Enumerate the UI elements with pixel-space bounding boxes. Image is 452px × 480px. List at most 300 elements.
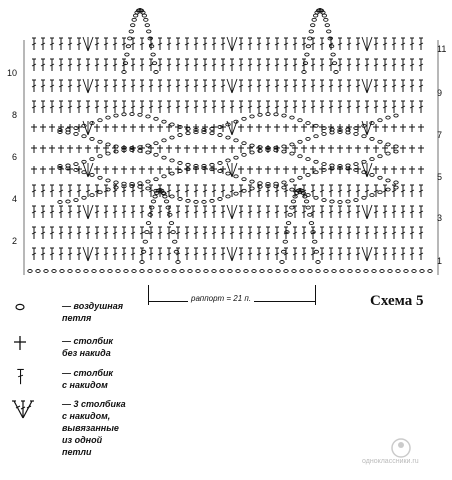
chain-stitch xyxy=(314,171,318,174)
chain-stitch xyxy=(154,178,158,181)
watermark-text: одноклассники.ru xyxy=(362,458,419,465)
chain-stitch xyxy=(108,270,112,273)
row-number-left: 10 xyxy=(6,68,17,78)
chain-stitch xyxy=(146,151,150,154)
dc-cluster xyxy=(362,37,367,51)
chain-stitch xyxy=(313,14,317,17)
chain-stitch xyxy=(74,132,78,135)
row-number-left: 8 xyxy=(11,110,17,120)
chain-stitch xyxy=(138,182,142,185)
chain-stitch xyxy=(274,149,278,152)
chain-stitch xyxy=(162,120,166,123)
chain-stitch xyxy=(362,160,366,163)
chain-stitch xyxy=(106,116,110,119)
chain-stitch xyxy=(322,199,326,202)
chain-stitch xyxy=(82,124,86,127)
chain-stitch xyxy=(210,163,214,166)
chain-stitch xyxy=(126,45,130,48)
chain-stitch xyxy=(204,270,208,273)
chain-stitch xyxy=(186,127,190,130)
chain-stitch xyxy=(226,195,230,198)
chart-title: Схема 5 xyxy=(370,293,424,309)
chain-stitch xyxy=(162,156,166,159)
three-dc-cluster-icon xyxy=(10,398,40,420)
dc-cluster xyxy=(88,205,93,219)
chain-stitch xyxy=(218,161,222,164)
chain-stitch xyxy=(324,18,328,21)
chain-stitch xyxy=(313,240,317,243)
chain-stitch xyxy=(362,196,366,199)
chain-stitch xyxy=(66,200,70,203)
dc-cluster xyxy=(232,247,237,261)
chain-stitch xyxy=(58,167,62,170)
dc-cluster xyxy=(362,79,367,93)
double-crochet-icon xyxy=(10,367,36,385)
chain-stitch xyxy=(306,173,310,176)
chain-stitch xyxy=(316,270,320,273)
chain-stitch xyxy=(234,120,238,123)
chain-stitch xyxy=(281,250,285,253)
chain-stitch xyxy=(309,222,313,225)
chain-stitch xyxy=(308,213,312,216)
chain-stitch xyxy=(84,270,88,273)
chain-stitch xyxy=(292,270,296,273)
dc-cluster xyxy=(88,163,93,177)
chain-stitch xyxy=(154,142,158,145)
chain-stitch xyxy=(226,172,230,175)
legend-text: — 3 столбика с накидом, вывязанные из одной петли xyxy=(62,399,126,457)
chain-stitch xyxy=(290,143,294,146)
chain-stitch xyxy=(178,197,182,200)
chain-stitch xyxy=(90,137,94,140)
chain-stitch xyxy=(348,270,352,273)
dc-cluster xyxy=(367,205,372,219)
chain-stitch xyxy=(290,179,294,182)
chain-stitch xyxy=(308,270,312,273)
chain-stitch xyxy=(228,270,232,273)
chain-stitch xyxy=(74,168,78,171)
chain-stitch xyxy=(188,270,192,273)
chain-stitch xyxy=(212,270,216,273)
dc-cluster xyxy=(227,247,232,261)
row-number-right: 1 xyxy=(437,256,443,266)
chain-stitch xyxy=(236,270,240,273)
chain-stitch xyxy=(150,206,154,209)
chain-stitch xyxy=(370,158,374,161)
chain-stitch xyxy=(133,14,137,17)
chain-stitch xyxy=(131,24,135,27)
chain-stitch xyxy=(145,231,149,234)
chain-stitch xyxy=(394,114,398,117)
chain-stitch xyxy=(186,163,190,166)
chain-stitch xyxy=(329,45,333,48)
chain-stitch xyxy=(98,155,102,158)
dc-cluster xyxy=(88,121,93,135)
chain-stitch xyxy=(370,122,374,125)
chain-stitch xyxy=(314,250,318,253)
chain-stitch xyxy=(298,119,302,122)
chain-stitch xyxy=(290,152,294,155)
dc-cluster xyxy=(88,37,93,51)
dc-cluster xyxy=(83,37,88,51)
chain-stitch xyxy=(428,270,432,273)
chain-stitch xyxy=(122,71,126,74)
chain-stitch xyxy=(290,206,294,209)
chain-stitch xyxy=(258,113,262,116)
chain-stitch xyxy=(146,180,150,183)
chain-stitch xyxy=(140,261,144,264)
chain-stitch xyxy=(258,182,262,185)
chain-stitch xyxy=(148,213,152,216)
chain-stitch xyxy=(148,270,152,273)
chain-stitch xyxy=(178,134,182,137)
chain-stitch xyxy=(304,200,308,203)
chain-stitch xyxy=(130,185,134,188)
chain-stitch xyxy=(316,261,320,264)
dc-cluster xyxy=(362,121,367,135)
chain-stitch xyxy=(218,197,222,200)
chain-stitch xyxy=(114,150,118,153)
chain-stitch xyxy=(378,155,382,158)
dc-cluster xyxy=(227,205,232,219)
chain-stitch xyxy=(114,114,118,117)
chain-stitch xyxy=(420,270,424,273)
chain-stitch xyxy=(98,119,102,122)
single-crochet-icon xyxy=(10,335,36,353)
chain-stitch xyxy=(386,152,390,155)
chain-stitch xyxy=(98,140,102,143)
chain-stitch xyxy=(378,176,382,179)
legend-item-chain xyxy=(10,300,180,330)
chain-stitch xyxy=(370,173,374,176)
row-number-right: 9 xyxy=(437,88,443,98)
chain-stitch xyxy=(82,135,86,138)
chain-stitch xyxy=(288,213,292,216)
chain-stitch xyxy=(154,153,158,156)
chain-stitch xyxy=(149,45,153,48)
chain-stitch xyxy=(372,270,376,273)
chain-stitch xyxy=(306,122,310,125)
chain-stitch xyxy=(151,53,155,56)
chain-stitch xyxy=(143,240,147,243)
chain-stitch xyxy=(76,270,80,273)
chain-stitch xyxy=(284,270,288,273)
chain-stitch xyxy=(162,139,166,142)
chain-stitch xyxy=(202,167,206,170)
chain-stitch xyxy=(171,231,175,234)
chain-stitch xyxy=(412,270,416,273)
chain-stitch xyxy=(330,164,334,167)
dc-cluster xyxy=(88,247,93,261)
chain-stitch xyxy=(330,128,334,131)
chain-stitch xyxy=(242,153,246,156)
chain-stitch xyxy=(324,270,328,273)
chain-stitch xyxy=(260,270,264,273)
chain-stitch xyxy=(226,159,230,162)
chain-stitch xyxy=(258,149,262,152)
chain-stitch xyxy=(100,270,104,273)
chain-stitch xyxy=(210,199,214,202)
chain-stitch xyxy=(178,161,182,164)
chain-stitch xyxy=(346,200,350,203)
chain-stitch xyxy=(186,199,190,202)
chain-stitch xyxy=(166,206,170,209)
chain-stitch xyxy=(154,71,158,74)
row-number-left: 2 xyxy=(11,236,17,246)
chain-stitch xyxy=(354,163,358,166)
chain-stitch xyxy=(386,179,390,182)
legend-text: — столбик с накидом xyxy=(62,368,113,390)
chain-stitch xyxy=(378,119,382,122)
chain-stitch xyxy=(169,222,173,225)
chain-stitch xyxy=(90,173,94,176)
legend-item-single-crochet xyxy=(10,335,180,365)
chain-stitch xyxy=(52,270,56,273)
chain-stitch xyxy=(138,113,142,116)
chain-stitch xyxy=(282,181,286,184)
chain-stitch xyxy=(276,270,280,273)
dc-cluster xyxy=(83,79,88,93)
chain-stitch xyxy=(90,194,94,197)
chain-stitch xyxy=(82,171,86,174)
dc-cluster xyxy=(367,247,372,261)
chain-stitch xyxy=(388,270,392,273)
dc-cluster xyxy=(367,79,372,93)
chain-stitch xyxy=(218,134,222,137)
chain-stitch xyxy=(268,270,272,273)
chain-stitch xyxy=(170,195,174,198)
legend-text: — воздушная петля xyxy=(62,301,123,323)
legend-item-double-crochet xyxy=(10,367,180,397)
chain-stitch xyxy=(314,135,318,138)
chain-stitch xyxy=(340,270,344,273)
dc-cluster xyxy=(83,163,88,177)
chain-stitch xyxy=(146,222,150,225)
chain-stitch xyxy=(125,53,129,56)
chain-stitch xyxy=(322,132,326,135)
chain-stitch xyxy=(146,187,150,190)
chain-stitch xyxy=(386,188,390,191)
chain-stitch xyxy=(168,213,172,216)
chain-stitch xyxy=(98,176,102,179)
chain-stitch xyxy=(250,115,254,118)
chain-stitch xyxy=(129,30,133,33)
row-number-right: 3 xyxy=(437,213,443,223)
chain-stitch xyxy=(194,200,198,203)
chain-stitch xyxy=(283,240,287,243)
chain-stitch xyxy=(332,62,336,65)
chain-stitch xyxy=(332,270,336,273)
chain-stitch xyxy=(114,145,118,148)
chain-stitch xyxy=(354,199,358,202)
chain-stitch xyxy=(356,270,360,273)
dc-cluster xyxy=(232,37,237,51)
chain-stitch xyxy=(346,131,350,134)
chain-stitch xyxy=(28,270,32,273)
chain-stitch xyxy=(68,270,72,273)
chain-stitch xyxy=(306,137,310,140)
chain-stitch xyxy=(362,135,366,138)
chain-stitch xyxy=(194,131,198,134)
chain-stitch xyxy=(331,53,335,56)
chain-stitch xyxy=(82,160,86,163)
chain-stitch xyxy=(170,136,174,139)
chain-stitch xyxy=(74,163,78,166)
chain-stitch xyxy=(58,201,62,204)
chain-stitch xyxy=(322,14,326,17)
chain-stitch xyxy=(290,188,294,191)
chain-stitch xyxy=(330,131,334,134)
chain-stitch xyxy=(92,270,96,273)
chain-stitch xyxy=(144,18,148,21)
chain-stitch xyxy=(170,172,174,175)
chain-stitch xyxy=(354,132,358,135)
row-number-right: 7 xyxy=(437,130,443,140)
chain-stitch xyxy=(176,261,180,264)
chain-stitch xyxy=(306,158,310,161)
row-number-right: 11 xyxy=(437,44,447,54)
chain-stitch xyxy=(378,140,382,143)
chain-stitch xyxy=(280,261,284,264)
chain-stitch xyxy=(346,164,350,167)
chain-stitch xyxy=(386,143,390,146)
chain-stitch xyxy=(170,159,174,162)
chain-stitch xyxy=(266,113,270,116)
chain-stitch xyxy=(274,113,278,116)
chain-stitch xyxy=(132,18,136,21)
dc-cluster xyxy=(362,205,367,219)
chain-stitch xyxy=(114,186,118,189)
chain-stitch xyxy=(146,144,150,147)
chain-stitch xyxy=(142,14,146,17)
chain-stitch xyxy=(164,270,168,273)
chain-stitch xyxy=(153,195,157,198)
chain-stitch xyxy=(226,136,230,139)
dc-cluster xyxy=(367,37,372,51)
chain-stitch xyxy=(242,189,246,192)
chain-stitch xyxy=(210,132,214,135)
chain-stitch xyxy=(196,270,200,273)
chain-stitch xyxy=(202,200,206,203)
chain-stitch xyxy=(124,270,128,273)
chain-stitch xyxy=(106,143,110,146)
chain-stitch xyxy=(298,140,302,143)
chain-stitch xyxy=(370,194,374,197)
chain-stitch xyxy=(322,163,326,166)
chain-stitch xyxy=(242,117,246,120)
chain-stitch xyxy=(147,30,151,33)
chain-stitch xyxy=(302,71,306,74)
chain-stitch xyxy=(311,24,315,27)
chain-stitch xyxy=(309,30,313,33)
chain-stitch xyxy=(130,149,134,152)
chain-stitch xyxy=(58,131,62,134)
dc-cluster xyxy=(83,205,88,219)
chain-stitch xyxy=(300,270,304,273)
chain-stitch xyxy=(152,62,156,65)
chain-stitch xyxy=(330,200,334,203)
chain-stitch xyxy=(74,127,78,130)
chain-stitch xyxy=(396,270,400,273)
chain-stitch xyxy=(60,270,64,273)
dc-cluster xyxy=(362,247,367,261)
chain-stitch xyxy=(162,175,166,178)
chain-stitch xyxy=(220,270,224,273)
chain-stitch xyxy=(305,53,309,56)
chain-stitch xyxy=(180,270,184,273)
chain-stitch xyxy=(90,158,94,161)
chain-stitch xyxy=(244,270,248,273)
chain-stitch xyxy=(170,123,174,126)
chain-stitch xyxy=(314,196,318,199)
chain-stitch xyxy=(338,201,342,204)
chain-stitch xyxy=(306,206,310,209)
chain-stitch xyxy=(186,132,190,135)
chain-stitch xyxy=(132,270,136,273)
chain-stitch xyxy=(44,270,48,273)
chain-stitch xyxy=(334,71,338,74)
chain-stitch xyxy=(298,155,302,158)
row-number-right: 5 xyxy=(437,172,443,182)
chain-stitch xyxy=(394,181,398,184)
dc-cluster xyxy=(362,163,367,177)
chain-stitch xyxy=(66,131,70,134)
dc-cluster xyxy=(83,121,88,135)
chain-stitch xyxy=(173,240,177,243)
chain-stitch xyxy=(151,200,155,203)
chain-stitch xyxy=(370,137,374,140)
chain-stitch xyxy=(234,192,238,195)
chain-stitch xyxy=(122,113,126,116)
chain-stitch xyxy=(218,170,222,173)
chain-stitch xyxy=(286,222,290,225)
chain-stitch xyxy=(116,270,120,273)
chain-stitch xyxy=(327,30,331,33)
chain-stitch xyxy=(258,185,262,188)
chain-stitch xyxy=(140,270,144,273)
chain-stitch xyxy=(172,270,176,273)
chain-stitch xyxy=(364,270,368,273)
chain-stitch xyxy=(82,196,86,199)
chain-stitch xyxy=(146,115,150,118)
dc-cluster xyxy=(88,79,93,93)
chain-stitch xyxy=(234,139,238,142)
legend-text: — столбик без накида xyxy=(62,336,113,358)
row-number-left: 6 xyxy=(11,152,17,162)
chain-stitch xyxy=(130,113,134,116)
chain-stitch xyxy=(242,142,246,145)
chain-stitch xyxy=(258,146,262,149)
chain-stitch xyxy=(298,176,302,179)
chain-stitch xyxy=(252,270,256,273)
chain-stitch xyxy=(291,200,295,203)
dc-cluster xyxy=(232,205,237,219)
chain-stitch xyxy=(346,128,350,131)
chain-stitch xyxy=(404,270,408,273)
dc-cluster xyxy=(227,37,232,51)
chain-stitch xyxy=(234,156,238,159)
dc-cluster xyxy=(227,79,232,93)
chain-stitch xyxy=(380,270,384,273)
chain-stitch xyxy=(312,18,316,21)
chain-stitch xyxy=(74,199,78,202)
chain-stitch xyxy=(154,117,158,120)
chain-stitch xyxy=(202,131,206,134)
row-number-left: 4 xyxy=(11,194,17,204)
chain-stitch xyxy=(250,180,254,183)
legend-item-three-dc-cluster xyxy=(10,398,180,468)
chain-stitch xyxy=(314,124,318,127)
